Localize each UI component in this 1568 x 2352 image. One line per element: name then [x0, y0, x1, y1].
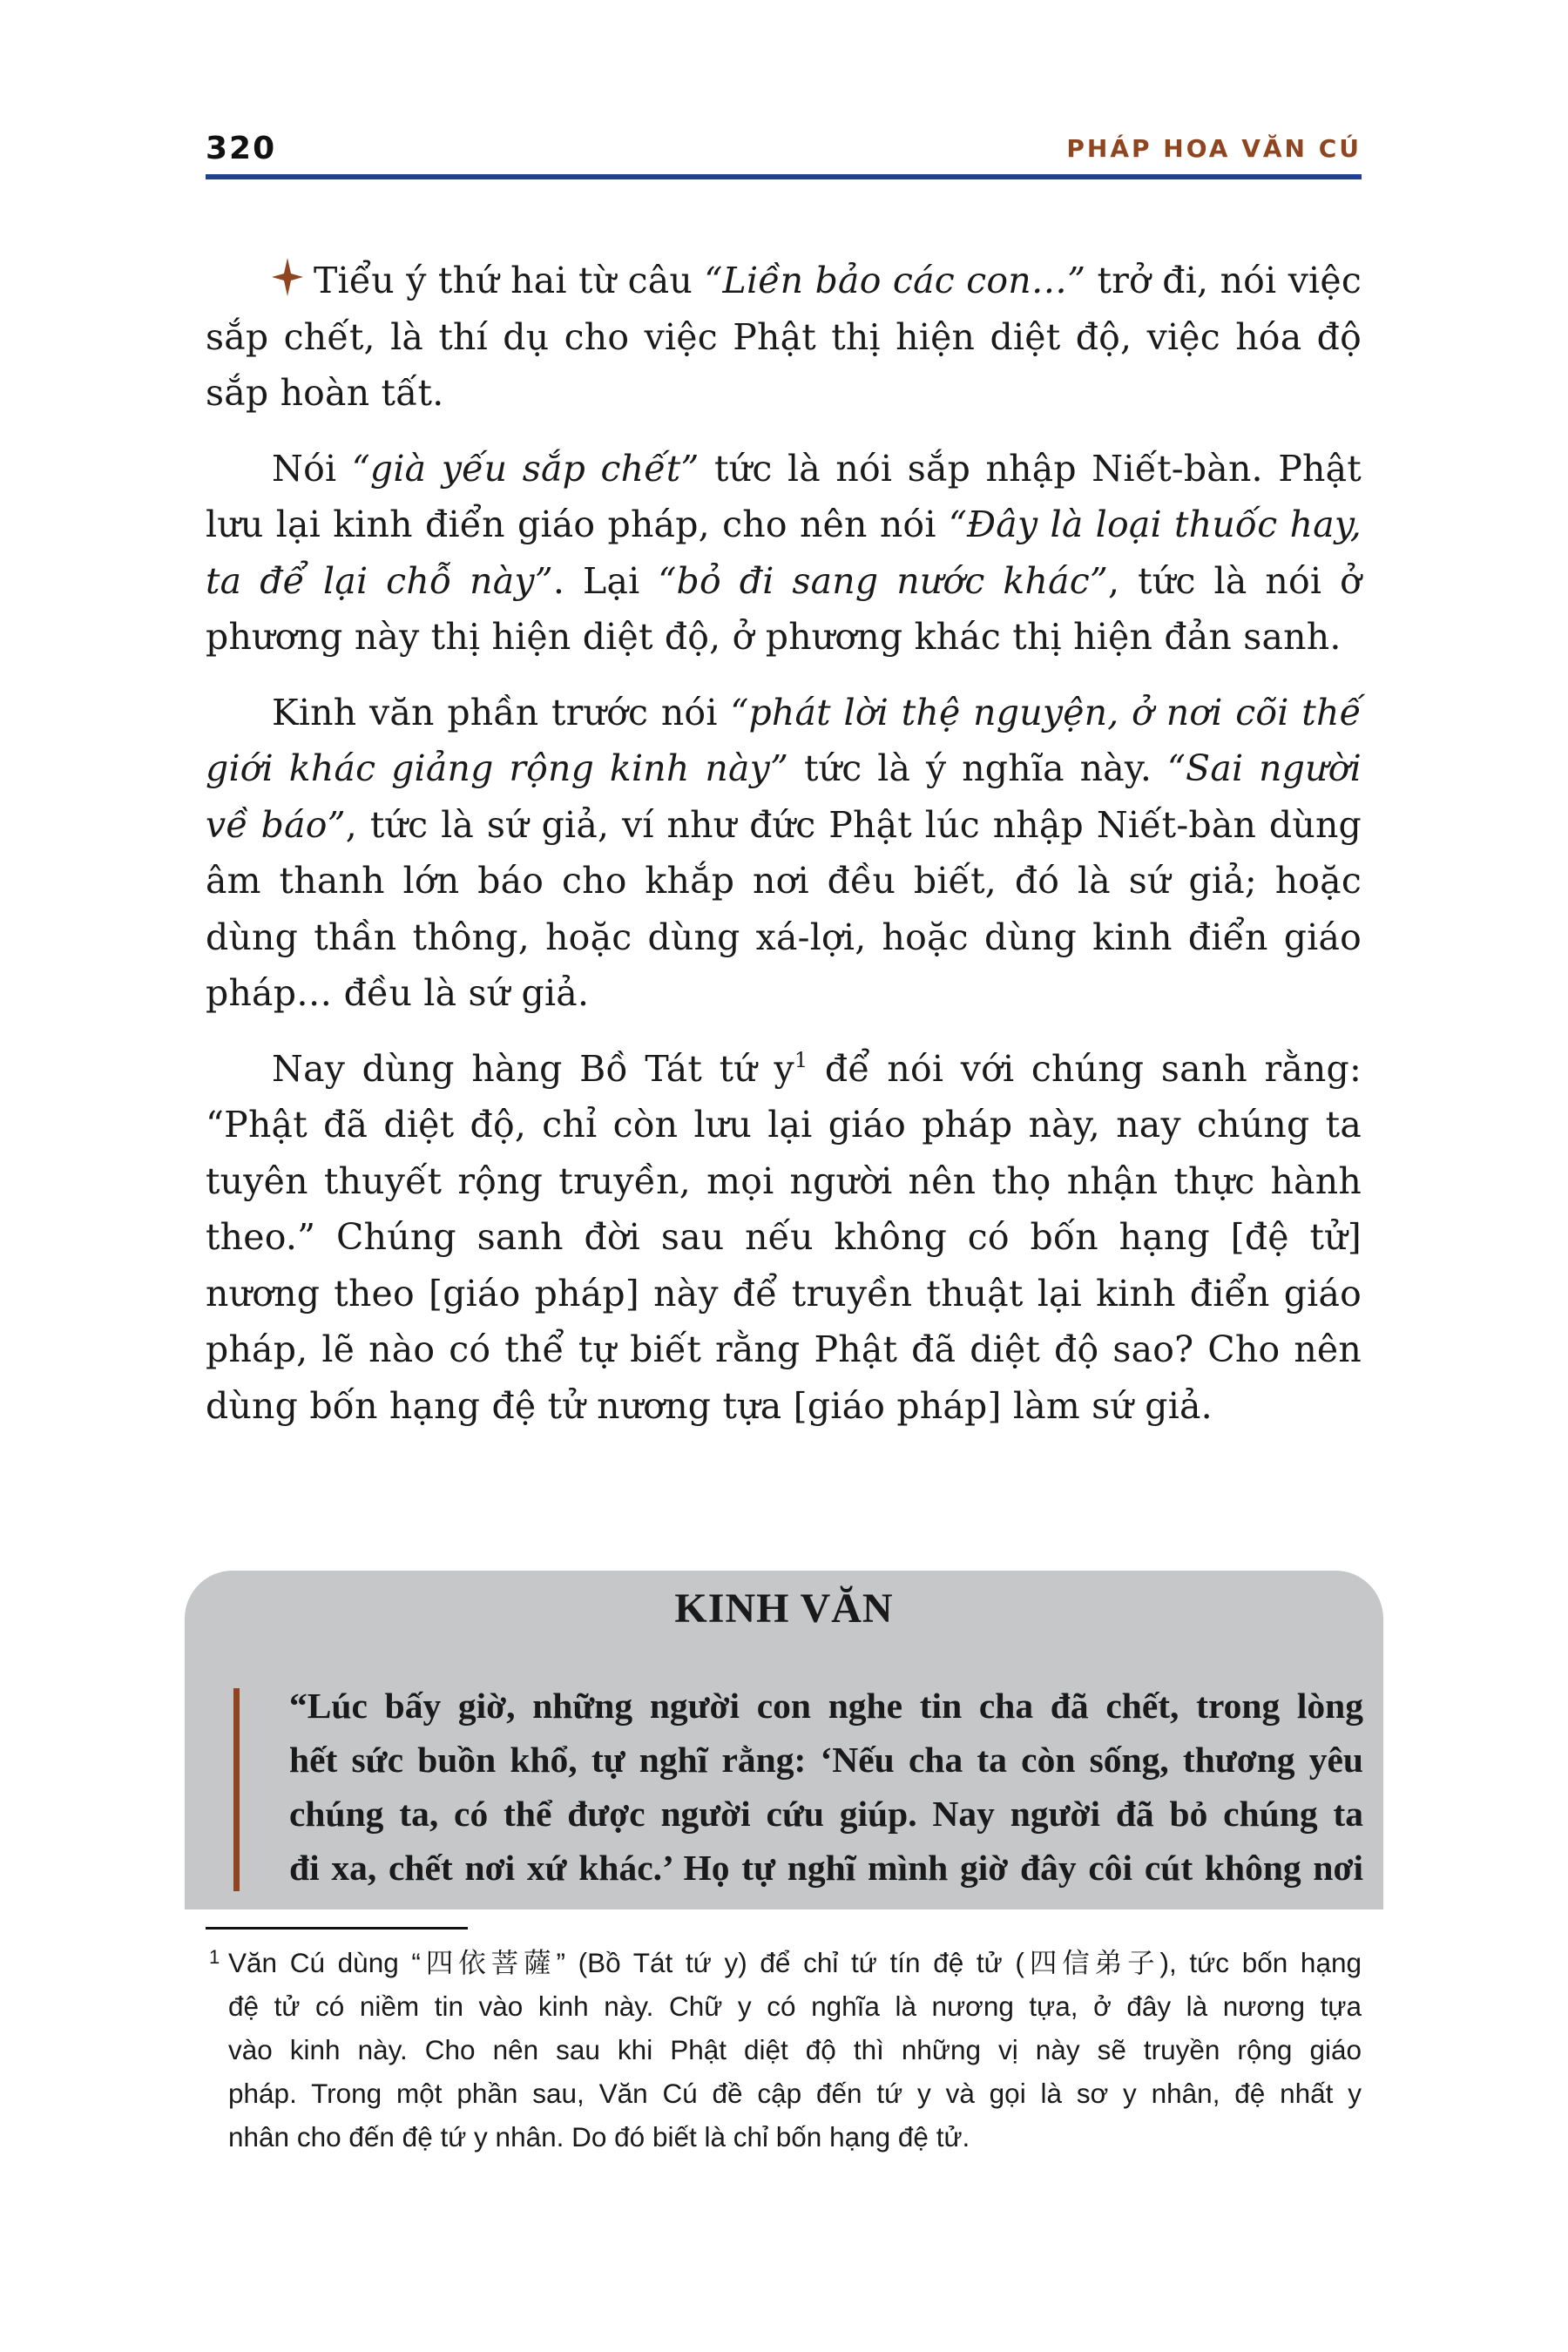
footnote-reference[interactable]: 1 — [794, 1047, 808, 1072]
text-segment: . Lại — [552, 559, 659, 602]
text-segment: Tiểu ý thứ hai từ câu — [314, 260, 705, 301]
footnote-line: pháp. Trong một phần sau, Văn Cú đề cập đến tứ y và gọi là sơ y nhân, đệ nhất y — [228, 2078, 1362, 2109]
quoted-phrase: “phát lời thệ nguyện, ở nơi cõi thế giới khác giảng rộng kinh này” — [206, 691, 1362, 789]
footnote-line: nhân cho đến đệ tứ y nhân. Do đó biết là chỉ bốn hạng đệ tử. — [228, 2121, 970, 2153]
scripture-heading: KINH VĂN — [674, 1585, 894, 1632]
text-segment: Kinh văn phần trước nói — [272, 691, 731, 733]
text-segment: tức là ý nghĩa này. — [788, 747, 1167, 789]
quote-line: chúng ta, có thể được người cứu giúp. Nay người đã bỏ chúng ta — [289, 1794, 1363, 1834]
footnote-line: Văn Cú dùng “四依菩薩” (Bồ Tát tứ y) để chỉ tứ tín đệ tử (四信弟子), tức bốn hạng — [228, 1947, 1362, 1978]
text-segment: Nay dùng hàng Bồ Tát tứ y — [272, 1047, 794, 1090]
quoted-phrase: “Sai người về báo” — [206, 747, 1362, 846]
footnote-line: đệ tử có niềm tin vào kinh này. Chữ y có nghĩa là nương tựa, ở đây là nương tựa — [228, 1990, 1362, 2022]
scripture-quote — [289, 1679, 1363, 1895]
paragraph — [206, 1041, 1362, 1435]
footnote-body — [206, 1941, 1362, 2159]
paragraph — [206, 685, 1362, 1022]
quoted-phrase: “bỏ đi sang nước khác” — [658, 559, 1109, 602]
footnote-marker: 1 — [209, 1946, 220, 1968]
text-segment: trở đi, nói việc sắp chết, là thí dụ cho việc Phật thị hiện diệt độ, việc hóa độ sắp hoàn tất. — [206, 260, 1362, 414]
running-title: PHÁP HOA VĂN CÚ — [1066, 134, 1362, 163]
paragraph — [206, 253, 1362, 422]
quote-line: “Lúc bấy giờ, những người con nghe tin cha đã chết, trong lòng — [289, 1686, 1363, 1726]
quote-line: đi xa, chết nơi xứ khác.’ Họ tự nghĩ mình giờ đây côi cút không nơi — [289, 1848, 1363, 1888]
text-segment: tức là nói sắp nhập Niết-bàn. Phật lưu lại kinh điển giáo pháp, cho nên nói — [206, 447, 1362, 545]
quote-line: hết sức buồn khổ, tự nghĩ rằng: ‘Nếu cha ta còn sống, thương yêu — [289, 1740, 1363, 1780]
text-segment: , tức là sứ giả, ví như đức Phật lúc nhập Niết-bàn dùng âm thanh lớn báo cho khắp nơi đều biết, đó là sứ giả; hoặc dùng thần thông, hoặc dùng xá-lợi, hoặc dùng kinh điển giáo pháp… đều là sứ giả. — [206, 803, 1362, 1014]
text-segment: để nói với chúng sanh rằng: “Phật đã diệt độ, chỉ còn lưu lại giáo pháp này, nay chúng ta tuyên thuyết rộng truyền, mọi người nên thọ nhận thực hành theo.” Chúng sanh đời sau nếu không có bốn hạng [đệ tử] nương theo [giáo pháp] này để truyền thuật lại kinh điển giáo pháp, lẽ nào có thể tự biết rằng Phật đã diệt độ sao? Cho nên dùng bốn hạng đệ tử nương tựa [giáo pháp] làm sứ giả. — [206, 1047, 1362, 1427]
header-rule — [206, 174, 1362, 179]
four-point-star-icon — [272, 258, 303, 296]
page-header — [206, 122, 1362, 179]
page-number: 320 — [206, 131, 277, 166]
footnote-rule — [206, 1927, 468, 1930]
quote-bar — [233, 1688, 240, 1891]
footnote-line: vào kinh này. Cho nên sau khi Phật diệt độ thì những vị này sẽ truyền rộng giáo — [228, 2034, 1362, 2065]
paragraph — [206, 441, 1362, 666]
text-segment: , tức là nói ở phương này thị hiện diệt độ, ở phương khác thị hiện đản sanh. — [206, 559, 1362, 658]
quoted-phrase: “Liền bảo các con…” — [704, 260, 1086, 301]
quoted-phrase: “già yếu sắp chết” — [351, 447, 700, 490]
quoted-phrase: “Đây là loại thuốc hay, ta để lại chỗ này” — [206, 504, 1362, 602]
footnote — [206, 1941, 1362, 2159]
body-text — [206, 253, 1362, 1453]
text-segment: Nói — [272, 447, 352, 490]
scripture-box — [185, 1571, 1383, 1909]
